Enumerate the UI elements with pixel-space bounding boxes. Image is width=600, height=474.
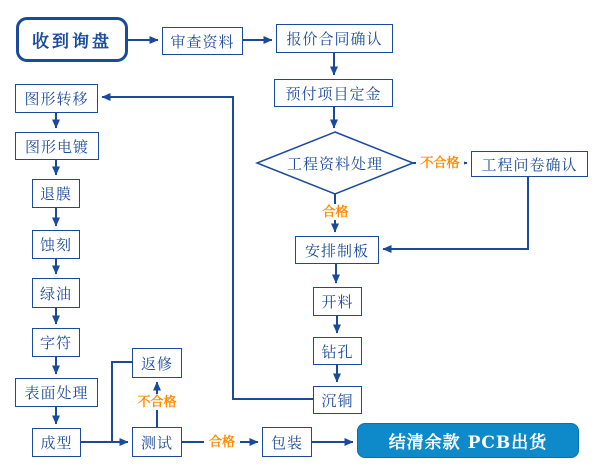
label-unqualified-top: 不合格 bbox=[416, 155, 464, 171]
connector-questionnaire-arrange bbox=[383, 177, 528, 249]
node-cutting: 开料 bbox=[313, 287, 362, 316]
node-forming: 成型 bbox=[32, 428, 81, 457]
node-packaging: 包装 bbox=[262, 427, 312, 457]
node-prepay-deposit: 预付项目定金 bbox=[274, 79, 393, 107]
node-film-stripping: 退膜 bbox=[32, 179, 80, 208]
node-final-shipment: 结清余款 PCB出货 bbox=[357, 423, 579, 458]
node-receive-inquiry: 收到询盘 bbox=[16, 17, 128, 62]
node-etching: 蚀刻 bbox=[32, 230, 80, 259]
label-unqualified-bottom: 不合格 bbox=[133, 394, 181, 410]
connector-rework-return bbox=[112, 362, 132, 442]
node-engineering-questionnaire-confirm: 工程问卷确认 bbox=[471, 151, 588, 177]
node-silkscreen: 字符 bbox=[32, 328, 80, 357]
node-testing: 测试 bbox=[132, 427, 182, 457]
node-rework: 返修 bbox=[132, 348, 182, 378]
node-surface-treatment: 表面处理 bbox=[15, 378, 98, 407]
decision-engineering-data-processing: 工程资料处理 bbox=[286, 154, 383, 173]
label-qualified-mid: 合格 bbox=[319, 204, 352, 220]
node-pattern-transfer: 图形转移 bbox=[15, 84, 98, 113]
node-pattern-plating: 图形电镀 bbox=[15, 132, 99, 160]
label-qualified-bottom: 合格 bbox=[204, 434, 240, 450]
node-solder-mask: 绿油 bbox=[32, 278, 80, 308]
node-arrange-board-making: 安排制板 bbox=[295, 236, 379, 264]
node-quote-contract-confirm: 报价合同确认 bbox=[276, 24, 393, 53]
node-drilling: 钻孔 bbox=[313, 337, 362, 365]
node-copper-deposition: 沉铜 bbox=[313, 386, 362, 414]
node-review-docs: 审查资料 bbox=[162, 27, 243, 55]
